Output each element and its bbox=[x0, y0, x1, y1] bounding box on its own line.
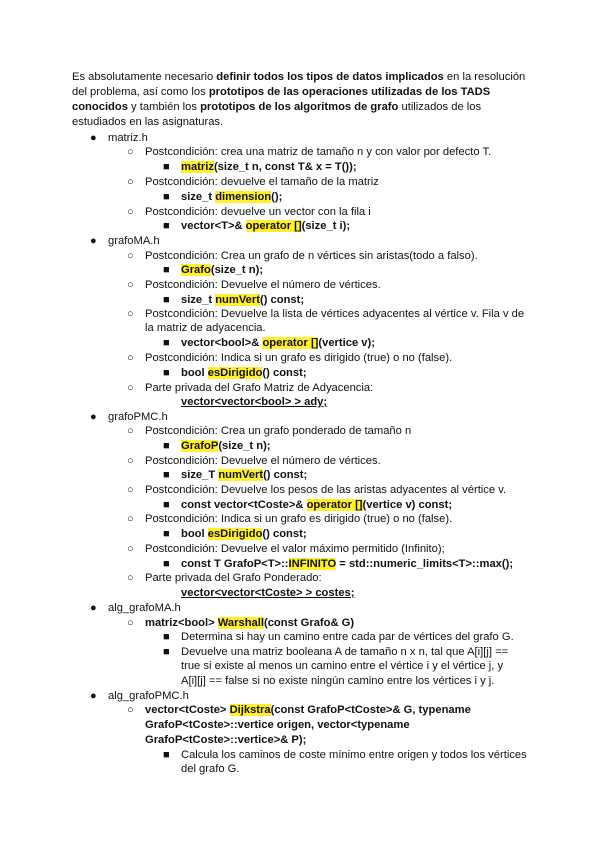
highlighted-name: Grafo bbox=[181, 264, 211, 276]
grafopmc-postcondition-5: Postcondición: Devuelve el valor máximo permitido (Infinito); bbox=[145, 543, 445, 555]
bullet-circle: ○ bbox=[127, 617, 134, 629]
highlighted-name: operator [] bbox=[245, 220, 302, 232]
bullet-square: ■ bbox=[163, 558, 170, 570]
section-title-alg-grafoma: alg_grafoMA.h bbox=[108, 602, 181, 614]
prototype-rest: (const GrafoP<tCoste>& G, typename bbox=[270, 704, 471, 716]
bullet-square: ■ bbox=[163, 646, 170, 658]
prototype-pre: size_T bbox=[181, 469, 219, 481]
bullet-circle: ○ bbox=[127, 308, 134, 320]
bullet-square: ■ bbox=[163, 367, 170, 379]
intro-text-2: en la resolución del problema, así como los bbox=[72, 71, 526, 98]
bullet-disc: ● bbox=[90, 235, 97, 247]
intro-text-4: utilizados de los estudiados en las asignaturas. bbox=[72, 101, 482, 128]
highlighted-name: dimension bbox=[215, 191, 272, 203]
prototype-pre: bool bbox=[181, 367, 208, 379]
grafoma-private-code: vector<vector<bool> > ady; bbox=[181, 396, 328, 408]
matriz-prototype-1 bbox=[181, 160, 357, 174]
section-title-grafoma: grafoMA.h bbox=[108, 235, 160, 247]
bullet-circle: ○ bbox=[127, 206, 134, 218]
prototype-rest: () const; bbox=[263, 469, 308, 481]
highlighted-name: matriz bbox=[181, 161, 214, 173]
grafopmc-prototype-5 bbox=[181, 557, 513, 571]
bullet-square: ■ bbox=[163, 528, 170, 540]
highlighted-name: Warshall bbox=[217, 617, 264, 629]
section-title-matriz: matriz.h bbox=[108, 132, 148, 144]
prototype-rest: (); bbox=[271, 191, 283, 203]
bullet-disc: ● bbox=[90, 411, 97, 423]
warshall-description-2b: true si existe al menos un camino entre el vértice i y el vértice j, y bbox=[181, 660, 504, 672]
dijkstra-prototype-3: GrafoP<tCoste>::vertice>& P); bbox=[145, 734, 307, 746]
prototype-rest: (const Grafo& G) bbox=[263, 617, 355, 629]
bullet-square: ■ bbox=[163, 264, 170, 276]
prototype-rest: () const; bbox=[259, 294, 305, 306]
bullet-disc: ● bbox=[90, 132, 97, 144]
bullet-disc: ● bbox=[90, 690, 97, 702]
bullet-circle: ○ bbox=[127, 279, 134, 291]
bullet-circle: ○ bbox=[127, 146, 134, 158]
bullet-square: ■ bbox=[163, 337, 170, 349]
grafoma-prototype-2 bbox=[181, 293, 304, 307]
bullet-square: ■ bbox=[163, 499, 170, 511]
intro-text-3: y también los bbox=[127, 101, 201, 113]
prototype-pre: size_t bbox=[181, 191, 216, 203]
grafopmc-postcondition-2: Postcondición: Devuelve el número de vértices. bbox=[145, 455, 381, 467]
prototype-pre: size_t bbox=[181, 294, 216, 306]
warshall-description-2c: A[i][j] == false si no existe ningún camino entre los vértices i y j. bbox=[181, 675, 495, 687]
section-title-alg-grafopmc: alg_grafoPMC.h bbox=[108, 690, 189, 702]
grafopmc-private-code: vector<vector<tCoste> > costes; bbox=[181, 587, 355, 599]
highlighted-name: numVert bbox=[218, 469, 264, 481]
prototype-rest: = std::numeric_limits<T>::max(); bbox=[336, 558, 514, 570]
bullet-circle: ○ bbox=[127, 425, 134, 437]
prototype-rest: (vertice v); bbox=[318, 337, 375, 349]
highlighted-name: numVert bbox=[215, 294, 260, 306]
grafopmc-postcondition-3: Postcondición: Devuelve los pesos de las aristas adyacentes al vértice v. bbox=[145, 484, 507, 496]
highlighted-name: Dijkstra bbox=[229, 704, 271, 716]
grafopmc-prototype-2 bbox=[181, 468, 307, 482]
bullet-circle: ○ bbox=[127, 250, 134, 262]
highlighted-name: esDirigido bbox=[207, 528, 263, 540]
grafoma-prototype-4 bbox=[181, 366, 307, 380]
bullet-circle: ○ bbox=[127, 513, 134, 525]
dijkstra-prototype-1 bbox=[145, 703, 471, 717]
section-title-grafopmc: grafoPMC.h bbox=[108, 411, 168, 423]
bullet-circle: ○ bbox=[127, 176, 134, 188]
grafopmc-prototype-4 bbox=[181, 527, 307, 541]
grafopmc-private-label: Parte privada del Grafo Ponderado: bbox=[145, 572, 322, 584]
grafoma-postcondition-3b: la matriz de adyacencia. bbox=[145, 322, 266, 334]
bullet-circle: ○ bbox=[127, 543, 134, 555]
bullet-circle: ○ bbox=[127, 572, 134, 584]
prototype-rest: (size_t n, const T& x = T()); bbox=[213, 161, 357, 173]
matriz-postcondition-1: Postcondición: crea una matriz de tamaño n y con valor por defecto T. bbox=[145, 146, 492, 158]
prototype-pre: bool bbox=[181, 528, 208, 540]
intro-bold-1: definir todos los tipos de datos implicados bbox=[216, 71, 444, 83]
bullet-square: ■ bbox=[163, 440, 170, 452]
warshall-description-2a: Devuelve una matriz booleana A de tamaño n x n, tal que A[i][j] == bbox=[181, 646, 509, 658]
bullet-disc: ● bbox=[90, 602, 97, 614]
matriz-postcondition-3: Postcondición: devuelve un vector con la fila i bbox=[145, 206, 371, 218]
highlighted-name: operator [] bbox=[262, 337, 319, 349]
grafopmc-postcondition-4: Postcondición: Indica si un grafo es dirigido (true) o no (false). bbox=[145, 513, 453, 525]
prototype-pre: vector<tCoste> bbox=[145, 704, 230, 716]
bullet-square: ■ bbox=[163, 749, 170, 761]
prototype-rest: (vertice v) const; bbox=[362, 499, 453, 511]
warshall-description-1: Determina si hay un camino entre cada par de vértices del grafo G. bbox=[181, 631, 514, 643]
matriz-postcondition-2: Postcondición: devuelve el tamaño de la matriz bbox=[145, 176, 379, 188]
bullet-square: ■ bbox=[163, 294, 170, 306]
highlighted-name: INFINITO bbox=[288, 558, 337, 570]
prototype-pre: matriz<bool> bbox=[145, 617, 218, 629]
bullet-circle: ○ bbox=[127, 484, 134, 496]
grafoma-prototype-3 bbox=[181, 336, 375, 350]
intro-text-1: Es absolutamente necesario bbox=[72, 71, 217, 83]
prototype-rest: (size_t i); bbox=[301, 220, 351, 232]
grafoma-postcondition-2: Postcondición: Devuelve el número de vértices. bbox=[145, 279, 381, 291]
prototype-pre: vector<T>& bbox=[181, 220, 246, 232]
intro-bold-3: prototipos de los algoritmos de grafo bbox=[200, 101, 399, 113]
highlighted-name: esDirigido bbox=[207, 367, 263, 379]
prototype-pre: vector<bool>& bbox=[181, 337, 263, 349]
warshall-prototype bbox=[145, 616, 354, 630]
prototype-rest: (size_t n); bbox=[210, 264, 264, 276]
bullet-square: ■ bbox=[163, 161, 170, 173]
highlighted-name: GrafoP bbox=[181, 440, 219, 452]
dijkstra-prototype-2: GrafoP<tCoste>::vertice origen, vector<typename bbox=[145, 719, 410, 731]
intro-paragraph bbox=[72, 70, 534, 130]
prototype-rest: () const; bbox=[262, 367, 307, 379]
prototype-rest: () const; bbox=[262, 528, 307, 540]
intro-bold-2: prototipos de las operaciones utilizadas de los TADS conocidos bbox=[72, 86, 491, 113]
highlighted-name: operator [] bbox=[306, 499, 363, 511]
grafopmc-prototype-3 bbox=[181, 498, 452, 512]
bullet-square: ■ bbox=[163, 191, 170, 203]
dijkstra-description-1b: del grafo G. bbox=[181, 763, 240, 775]
bullet-square: ■ bbox=[163, 469, 170, 481]
grafoma-postcondition-1: Postcondición: Crea un grafo de n vértices sin aristas(todo a falso). bbox=[145, 250, 478, 262]
bullet-square: ■ bbox=[163, 220, 170, 232]
bullet-circle: ○ bbox=[127, 352, 134, 364]
matriz-prototype-3 bbox=[181, 219, 350, 233]
bullet-circle: ○ bbox=[127, 455, 134, 467]
dijkstra-description-1a: Calcula los caminos de coste mínimo entre origen y todos los vértices bbox=[181, 749, 527, 761]
grafoma-prototype-1 bbox=[181, 263, 263, 277]
bullet-circle: ○ bbox=[127, 704, 134, 716]
prototype-pre: const vector<tCoste>& bbox=[181, 499, 307, 511]
grafoma-postcondition-4: Postcondición: Indica si un grafo es dirigido (true) o no (false). bbox=[145, 352, 453, 364]
prototype-pre: const T GrafoP<T>:: bbox=[181, 558, 289, 570]
grafoma-postcondition-3a: Postcondición: Devuelve la lista de vértices adyacentes al vértice v. Fila v de bbox=[145, 308, 525, 320]
grafopmc-postcondition-1: Postcondición: Crea un grafo ponderado de tamaño n bbox=[145, 425, 412, 437]
matriz-prototype-2 bbox=[181, 190, 282, 204]
prototype-rest: (size_t n); bbox=[218, 440, 271, 452]
bullet-circle: ○ bbox=[127, 382, 134, 394]
bullet-square: ■ bbox=[163, 631, 170, 643]
grafoma-private-label: Parte privada del Grafo Matriz de Adyacencia: bbox=[145, 382, 374, 394]
grafopmc-prototype-1 bbox=[181, 439, 271, 453]
